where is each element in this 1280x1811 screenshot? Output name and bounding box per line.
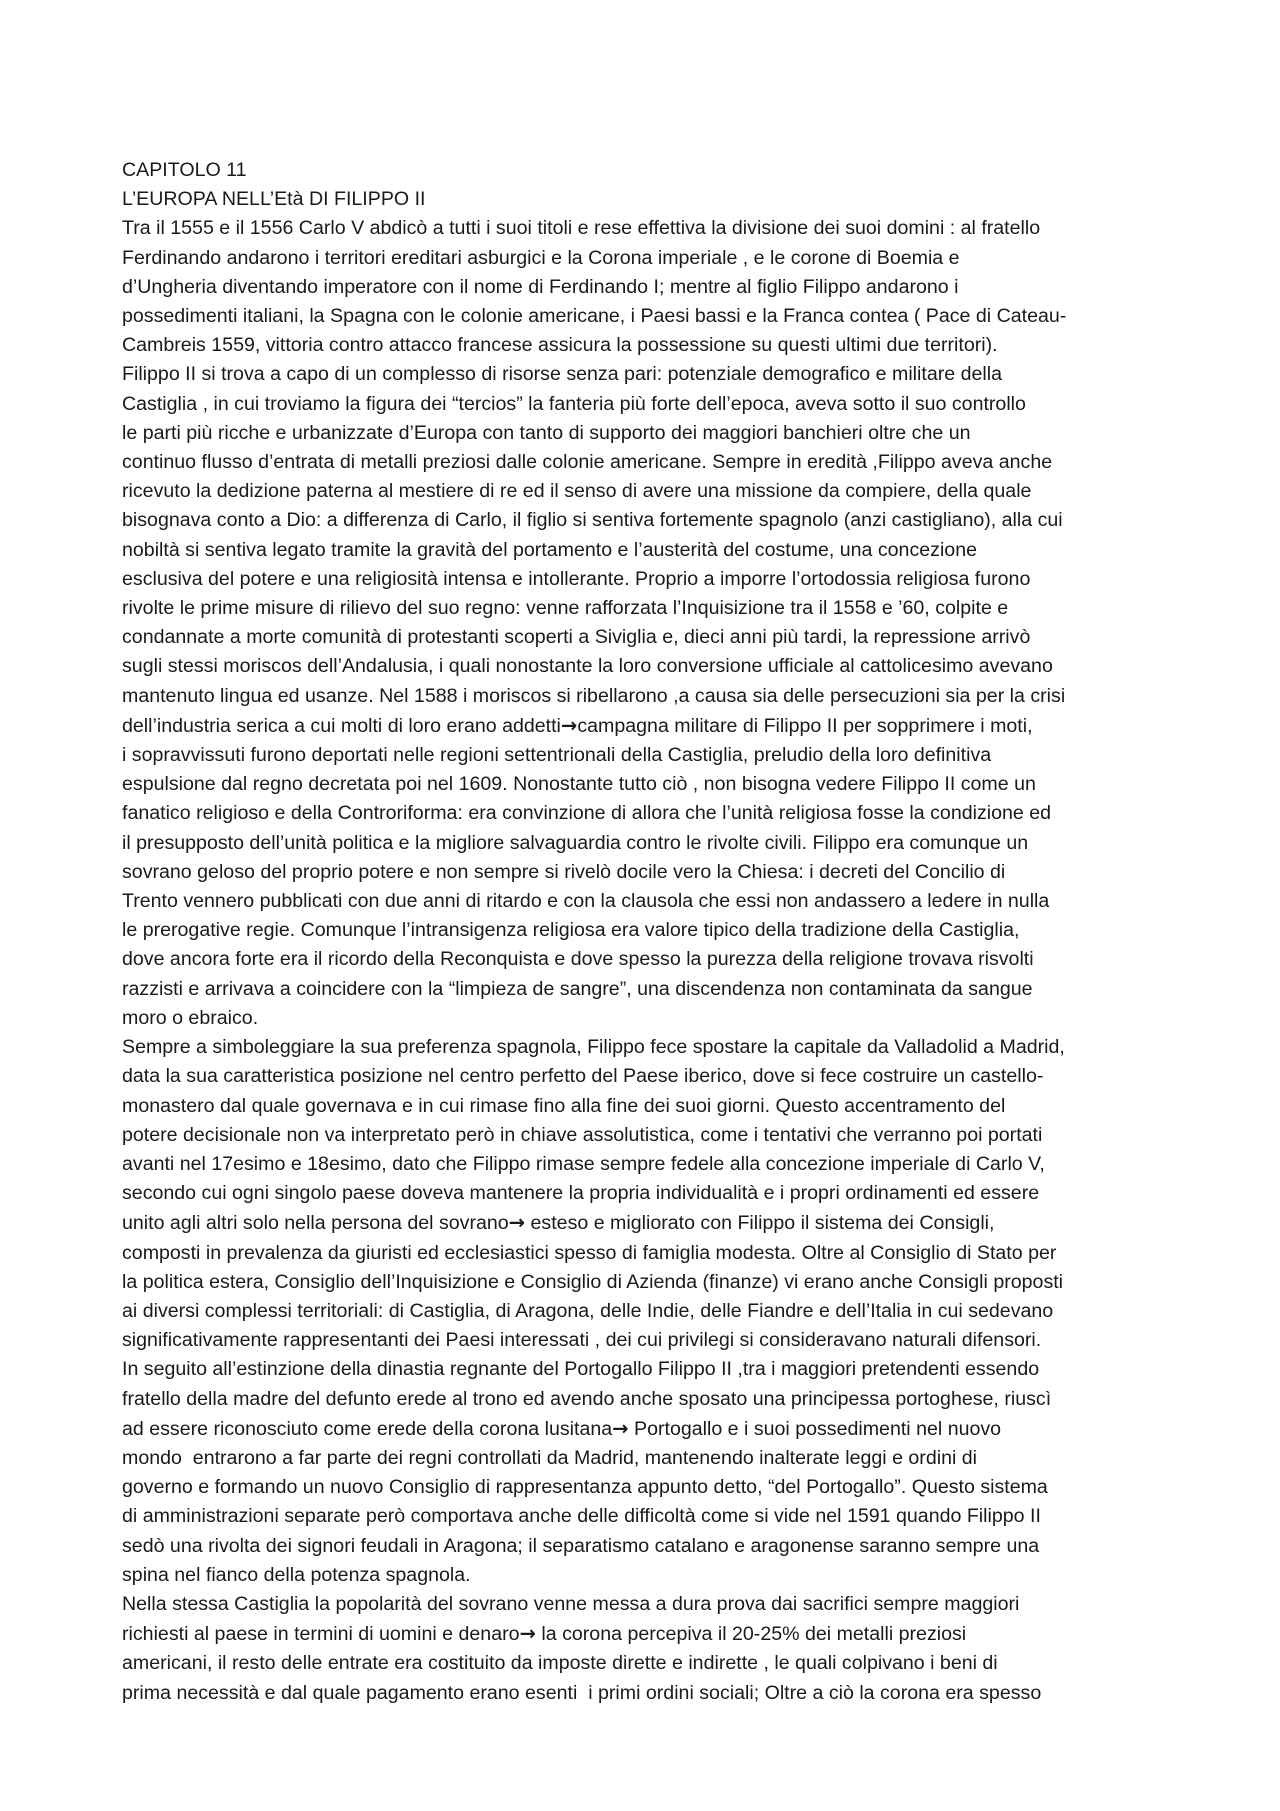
- text-segment: dell’industria serica a cui molti di loro erano addetti: [122, 714, 561, 737]
- text-segment: composti in prevalenza da giuristi ed ecclesiastici spesso di famiglia modesta. Oltre al Consiglio di Stato per: [122, 1241, 1057, 1264]
- text-segment: sedò una rivolta dei signori feudali in Aragona; il separatismo catalano e aragonense saranno sempre una: [122, 1534, 1040, 1557]
- text-line: [122, 360, 1164, 389]
- text-segment: Portogallo e i suoi possedimenti nel nuovo: [628, 1417, 1002, 1440]
- text-segment: In seguito all’estinzione della dinastia regnante del Portogallo Filippo II ,tra i maggiori pretendenti essendo: [122, 1358, 1040, 1381]
- text-line: [122, 1561, 1164, 1590]
- text-line: [122, 1004, 1164, 1033]
- text-segment: di amministrazioni separate però comportava anche delle difficoltà come si vide nel 1591 quando Filippo II: [122, 1505, 1041, 1528]
- text-line: [122, 1297, 1164, 1326]
- text-line: [122, 1679, 1164, 1708]
- text-line: [122, 1502, 1164, 1531]
- text-line: [122, 711, 1164, 741]
- text-line: [122, 1121, 1164, 1150]
- text-segment: ai diversi complessi territoriali: di Castiglia, di Aragona, delle Indie, delle Fiandre e dell’Italia in cui sedevano: [122, 1299, 1054, 1322]
- text-segment: Filippo II si trova a capo di un complesso di risorse senza pari: potenziale demografico e militare della: [122, 363, 1002, 386]
- text-line: [122, 477, 1164, 506]
- text-line: [122, 916, 1164, 945]
- text-line: [122, 1473, 1164, 1502]
- text-segment: sugli stessi moriscos dell’Andalusia, i quali nonostante la loro conversione ufficiale al cattolicesimo avevano: [122, 655, 1053, 678]
- text-segment: dove ancora forte era il ricordo della Reconquista e dove spesso la purezza della religione trovava risvolti: [122, 948, 1034, 971]
- text-segment: fanatico religioso e della Controriforma: era convinzione di allora che l’unità religiosa fosse la condizione ed: [122, 802, 1052, 825]
- text-segment: la corona percepiva il 20-25% dei metalli preziosi: [535, 1623, 967, 1646]
- text-line: [122, 829, 1164, 858]
- text-segment: unito agli altri solo nella persona del sovrano: [122, 1212, 509, 1235]
- text-line: [122, 1208, 1164, 1238]
- text-segment: Trento vennero pubblicati con due anni di ritardo e con la clausola che essi non andassero a ledere in nulla: [122, 890, 1050, 913]
- text-line: [122, 1062, 1164, 1091]
- text-line: [122, 331, 1164, 360]
- text-line: [122, 682, 1164, 711]
- text-line: [122, 1239, 1164, 1268]
- text-segment: i sopravvissuti furono deportati nelle regioni settentrionali della Castiglia, preludio della loro definitiva: [122, 744, 992, 767]
- text-segment: Cambreis 1559, vittoria contro attacco francese assicura la possessione su questi ultimi due territori).: [122, 334, 998, 357]
- text-segment: le prerogative regie. Comunque l’intransigenza religiosa era valore tipico della tradizione della Castiglia,: [122, 919, 1020, 942]
- text-segment: Tra il 1555 e il 1556 Carlo V abdicò a tutti i suoi titoli e rese effettiva la divisione dei suoi domini : al fratello: [122, 217, 1041, 240]
- text-segment: nobiltà si sentiva legato tramite la gravità del portamento e l’austerità del costume, una concezione: [122, 538, 977, 561]
- text-line: [122, 770, 1164, 799]
- text-segment: sovrano geloso del proprio potere e non sempre si rivelò docile vero la Chiesa: i decreti del Concilio di: [122, 860, 1006, 883]
- text-segment: d’Ungheria diventando imperatore con il nome di Ferdinando I; mentre al figlio Filippo andarono i: [122, 275, 959, 298]
- text-segment: mantenuto lingua ed usanze. Nel 1588 i moriscos si ribellarono ,a causa sia delle persecuzioni sia per la crisi: [122, 684, 1066, 707]
- text-segment: Castiglia , in cui troviamo la figura dei “tercios” la fanteria più forte dell’epoca, aveva sotto il suo controllo: [122, 392, 1026, 415]
- text-segment: potere decisionale non va interpretato però in chiave assolutistica, come i tentativi che verranno poi portati: [122, 1123, 1043, 1146]
- text-segment: spina nel fianco della potenza spagnola.: [122, 1563, 471, 1586]
- text-line: [122, 1326, 1164, 1355]
- text-segment: razzisti e arrivava a coincidere con la “limpieza de sangre”, una discendenza non contaminata da sangue: [122, 977, 1033, 1000]
- arrow-icon: →: [508, 1211, 526, 1235]
- text-line: [122, 887, 1164, 916]
- text-segment: esteso e migliorato con Filippo il sistema dei Consigli,: [525, 1212, 995, 1235]
- arrow-icon: →: [612, 1416, 629, 1440]
- text-line: [122, 506, 1164, 535]
- text-segment: la politica estera, Consiglio dell’Inquisizione e Consiglio di Azienda (finanze) vi erano anche Consigli proposti: [122, 1270, 1064, 1293]
- text-line: [122, 945, 1164, 974]
- text-segment: rivolte le prime misure di rilievo del suo regno: venne rafforzata l’Inquisizione tra il 1558 e ’60, colpite e: [122, 597, 1009, 620]
- text-segment: prima necessità e dal quale pagamento erano esenti i primi ordini sociali; Oltre a ciò la corona era spesso: [122, 1681, 1042, 1704]
- text-line: [122, 448, 1164, 477]
- text-segment: esclusiva del potere e una religiosità intensa e intollerante. Proprio a imporre l’ortodossia religiosa furono: [122, 567, 1031, 590]
- text-line: [122, 1033, 1164, 1062]
- text-segment: il presupposto dell’unità politica e la migliore salvaguardia contro le rivolte civili. Filippo era comunque un: [122, 831, 1029, 854]
- text-line: [122, 302, 1164, 331]
- chapter-heading: CAPITOLO 11: [122, 159, 247, 181]
- text-line: [122, 1649, 1164, 1678]
- chapter-title: L’EUROPA NELL’Età DI FILIPPO II: [122, 188, 426, 211]
- text-segment: richiesti al paese in termini di uomini e denaro: [122, 1623, 520, 1646]
- text-line: [122, 975, 1164, 1004]
- text-segment: Nella stessa Castiglia la popolarità del sovrano venne messa a dura prova dai sacrifici sempre maggiori: [122, 1592, 1020, 1615]
- text-line: [122, 214, 1164, 243]
- document-page: [122, 156, 1164, 1708]
- document-body: [122, 214, 1164, 1707]
- text-line: [122, 565, 1164, 594]
- arrow-icon: →: [560, 713, 578, 737]
- text-line: [122, 799, 1164, 828]
- text-line: [122, 1268, 1164, 1297]
- text-segment: espulsione dal regno decretata poi nel 1609. Nonostante tutto ciò , non bisogna vedere Filippo II come un: [122, 773, 1036, 796]
- text-line: [122, 390, 1164, 419]
- text-segment: Sempre a simboleggiare la sua preferenza spagnola, Filippo fece spostare la capitale da Valladolid a Madrid,: [122, 1036, 1065, 1059]
- text-segment: governo e formando un nuovo Consiglio di rappresentanza appunto detto, “del Portogallo”. Questo sistema: [122, 1476, 1048, 1499]
- text-segment: significativamente rappresentanti dei Paesi interessati , dei cui privilegi si consideravano naturali difensori.: [122, 1329, 1042, 1352]
- arrow-icon: →: [519, 1622, 536, 1646]
- text-segment: monastero dal quale governava e in cui rimase fino alla fine dei suoi giorni. Questo accentramento del: [122, 1094, 1006, 1117]
- text-line: [122, 244, 1164, 273]
- text-segment: continuo flusso d’entrata di metalli preziosi dalle colonie americane. Sempre in eredità ,Filippo aveva anche: [122, 451, 1053, 474]
- text-segment: ad essere riconosciuto come erede della corona lusitana: [122, 1417, 613, 1440]
- text-segment: americani, il resto delle entrate era costituito da imposte dirette e indirette , le quali colpivano i beni di: [122, 1652, 998, 1675]
- text-line: [122, 1150, 1164, 1179]
- text-line: [122, 1619, 1164, 1649]
- text-line: [122, 1444, 1164, 1473]
- text-segment: ricevuto la dedizione paterna al mestiere di re ed il senso di avere una missione da compiere, della quale: [122, 480, 1032, 503]
- text-line: [122, 1385, 1164, 1414]
- text-line: [122, 858, 1164, 887]
- text-segment: moro o ebraico.: [122, 1006, 259, 1029]
- text-segment: data la sua caratteristica posizione nel centro perfetto del Paese iberico, dove si fece costruire un castello-: [122, 1065, 1044, 1088]
- text-line: [122, 1590, 1164, 1619]
- text-segment: bisognava conto a Dio: a differenza di Carlo, il figlio si sentiva fortemente spagnolo (anzi castigliano), alla cui: [122, 509, 1063, 532]
- text-line: [122, 623, 1164, 652]
- text-segment: secondo cui ogni singolo paese doveva mantenere la propria individualità e i propri ordinamenti ed essere: [122, 1182, 1040, 1205]
- text-segment: avanti nel 17esimo e 18esimo, dato che Filippo rimase sempre fedele alla concezione imperiale di Carlo V,: [122, 1152, 1045, 1175]
- text-segment: fratello della madre del defunto erede al trono ed avendo anche sposato una principessa portoghese, riuscì: [122, 1387, 1052, 1410]
- text-segment: condannate a morte comunità di protestanti scoperti a Siviglia e, dieci anni più tardi, la repressione arrivò: [122, 626, 1031, 649]
- text-line: [122, 1179, 1164, 1208]
- text-line: [122, 741, 1164, 770]
- text-line: [122, 273, 1164, 302]
- text-segment: campagna militare di Filippo II per sopprimere i moti,: [577, 714, 1033, 737]
- text-segment: le parti più ricche e urbanizzate d’Europa con tanto di supporto dei maggiori banchieri oltre che un: [122, 421, 971, 444]
- text-line: [122, 1355, 1164, 1384]
- text-line: [122, 419, 1164, 448]
- text-line: [122, 1532, 1164, 1561]
- text-line: [122, 1414, 1164, 1444]
- text-line: [122, 536, 1164, 565]
- text-line: [122, 594, 1164, 623]
- text-line: [122, 1092, 1164, 1121]
- text-segment: possedimenti italiani, la Spagna con le colonie americane, i Paesi bassi e la Franca contea ( Pace di Cateau-: [122, 305, 1067, 328]
- text-segment: mondo entrarono a far parte dei regni controllati da Madrid, mantenendo inalterate leggi e ordini di: [122, 1446, 978, 1469]
- text-segment: Ferdinando andarono i territori ereditari asburgici e la Corona imperiale , e le corone di Boemia e: [122, 246, 960, 269]
- text-line: [122, 652, 1164, 681]
